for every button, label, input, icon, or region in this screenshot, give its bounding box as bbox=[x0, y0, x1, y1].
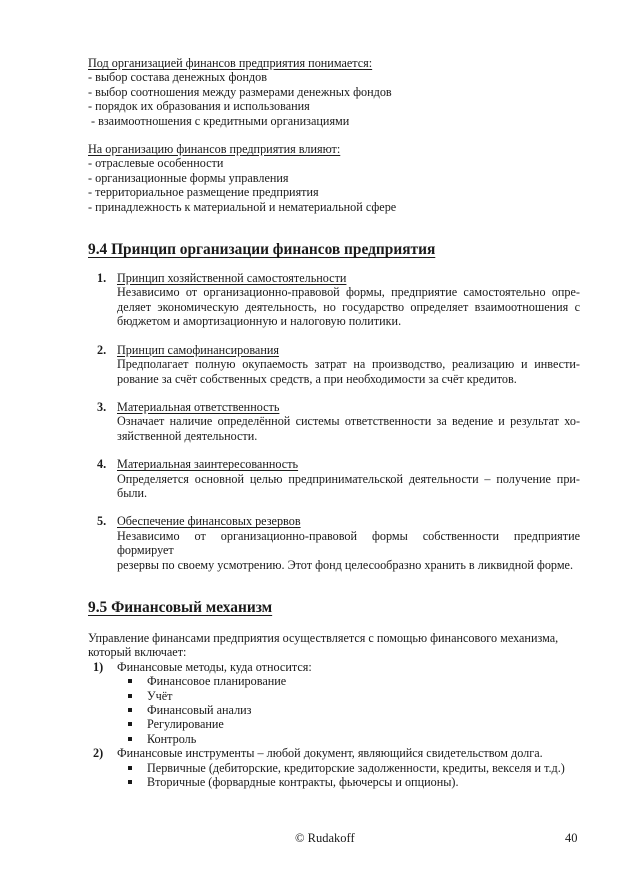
influence-factors-heading: На организацию финансов предприятия влияют: bbox=[88, 142, 341, 157]
influence-item: - территориальное размещение предприятия bbox=[88, 185, 319, 200]
mechanism-intro bbox=[88, 631, 580, 660]
bullet-item bbox=[117, 703, 580, 717]
org-definition-block bbox=[88, 56, 580, 128]
financial-instruments-list bbox=[117, 761, 580, 790]
component-text: Финансовые инструменты – любой документ, являющийся свидетельством долга. bbox=[117, 746, 543, 761]
principle-number: 1. bbox=[97, 271, 107, 286]
principle-text-line: Означает наличие определённой системы ответственности за ведение и результат хо- bbox=[117, 414, 580, 429]
influence-factors-block bbox=[88, 142, 580, 214]
principle-number: 3. bbox=[97, 399, 107, 414]
square-bullet-icon bbox=[128, 679, 132, 683]
org-item: - взаимоотношения с кредитными организациями bbox=[91, 113, 350, 128]
component-number: 1) bbox=[93, 659, 104, 674]
square-bullet-icon bbox=[128, 780, 132, 784]
square-bullet-icon bbox=[128, 722, 132, 726]
principles-list bbox=[88, 271, 580, 572]
influence-item: - принадлежность к материальной и нематериальной сфере bbox=[88, 199, 397, 214]
org-item: - порядок их образования и использования bbox=[88, 99, 310, 114]
document-page bbox=[88, 56, 580, 789]
bullet-text: Финансовое планирование bbox=[147, 674, 287, 689]
principle-item bbox=[88, 457, 580, 500]
bullet-text: Регулирование bbox=[147, 717, 224, 732]
mechanism-intro-line: который включает: bbox=[88, 645, 187, 660]
principle-title: Материальная ответственность bbox=[117, 399, 280, 414]
org-definition-heading: Под организацией финансов предприятия понимается: bbox=[88, 56, 373, 70]
principle-number: 2. bbox=[97, 342, 107, 357]
principle-text-line: были. bbox=[117, 485, 148, 500]
page-number: 40 bbox=[565, 831, 578, 845]
principle-item bbox=[88, 343, 580, 386]
mechanism-component bbox=[88, 660, 580, 746]
mechanism-component bbox=[88, 746, 580, 789]
bullet-item bbox=[117, 689, 580, 703]
square-bullet-icon bbox=[128, 708, 132, 712]
section-9-5-title: 9.5 Финансовый механизм bbox=[88, 598, 273, 616]
square-bullet-icon bbox=[128, 737, 132, 741]
org-item: - выбор соотношения между размерами денежных фондов bbox=[88, 84, 392, 99]
bullet-text: Учёт bbox=[147, 688, 173, 703]
principle-item bbox=[88, 400, 580, 443]
bullet-text: Финансовый анализ bbox=[147, 703, 252, 717]
principle-item bbox=[88, 514, 580, 572]
bullet-item bbox=[117, 674, 580, 688]
principle-text-line: зяйственной деятельности. bbox=[117, 428, 258, 443]
principle-number: 5. bbox=[97, 514, 107, 529]
bullet-text: Вторичные (форвардные контракты, фьючерсы и опционы). bbox=[147, 775, 459, 790]
financial-methods-list bbox=[117, 674, 580, 746]
principle-number: 4. bbox=[97, 457, 107, 472]
bullet-item bbox=[117, 761, 580, 775]
org-item: - выбор состава денежных фондов bbox=[88, 70, 268, 85]
principle-title: Материальная заинтересованность bbox=[117, 457, 299, 472]
principle-text-line: резервы по своему усмотрению. Этот фонд целесообразно хранить в ликвидной форме. bbox=[117, 557, 573, 572]
component-text: Финансовые методы, куда относится: bbox=[117, 659, 312, 674]
square-bullet-icon bbox=[128, 766, 132, 770]
square-bullet-icon bbox=[128, 694, 132, 698]
principle-title: Принцип самофинансирования bbox=[117, 342, 279, 357]
copyright-text: © Rudakoff bbox=[295, 831, 355, 845]
bullet-text: Контроль bbox=[147, 731, 197, 746]
influence-item: - организационные формы управления bbox=[88, 170, 289, 185]
bullet-text: Первичные (дебиторские, кредиторские задолженности, кредиты, векселя и т.д.) bbox=[147, 760, 565, 775]
principle-text-line: Независимо от организационно-правовой формы собственности предприятие формирует bbox=[117, 528, 580, 558]
section-9-4-title: 9.4 Принцип организации финансов предприятия bbox=[88, 241, 436, 259]
principle-text-line: Независимо от организационно-правовой формы, предприятие самостоятельно опре- bbox=[117, 285, 580, 300]
principle-text-line: Определяется основной целью предпринимательской деятельности – получение при- bbox=[117, 471, 580, 486]
principle-text-line: бюджетом и амортизационную и налоговую политики. bbox=[117, 314, 402, 329]
component-number: 2) bbox=[93, 746, 104, 761]
mechanism-intro-line: Управление финансами предприятия осуществляется с помощью финансового механизма, bbox=[88, 630, 559, 645]
bullet-item bbox=[117, 732, 580, 746]
mechanism-components-list bbox=[88, 660, 580, 790]
principle-text-line: рование за счёт собственных средств, а при необходимости за счёт кредитов. bbox=[117, 371, 517, 386]
influence-item: - отраслевые особенности bbox=[88, 156, 224, 171]
bullet-item bbox=[117, 775, 580, 789]
principle-title: Принцип хозяйственной самостоятельности bbox=[117, 271, 347, 286]
principle-item bbox=[88, 271, 580, 329]
principle-title: Обеспечение финансовых резервов bbox=[117, 514, 301, 529]
bullet-item bbox=[117, 717, 580, 731]
principle-text-line: Предполагает полную окупаемость затрат на производство, реализацию и инвести- bbox=[117, 357, 580, 372]
principle-text-line: деляет экономическую деятельность, но государство определяет взаимоотношения с bbox=[117, 299, 580, 314]
